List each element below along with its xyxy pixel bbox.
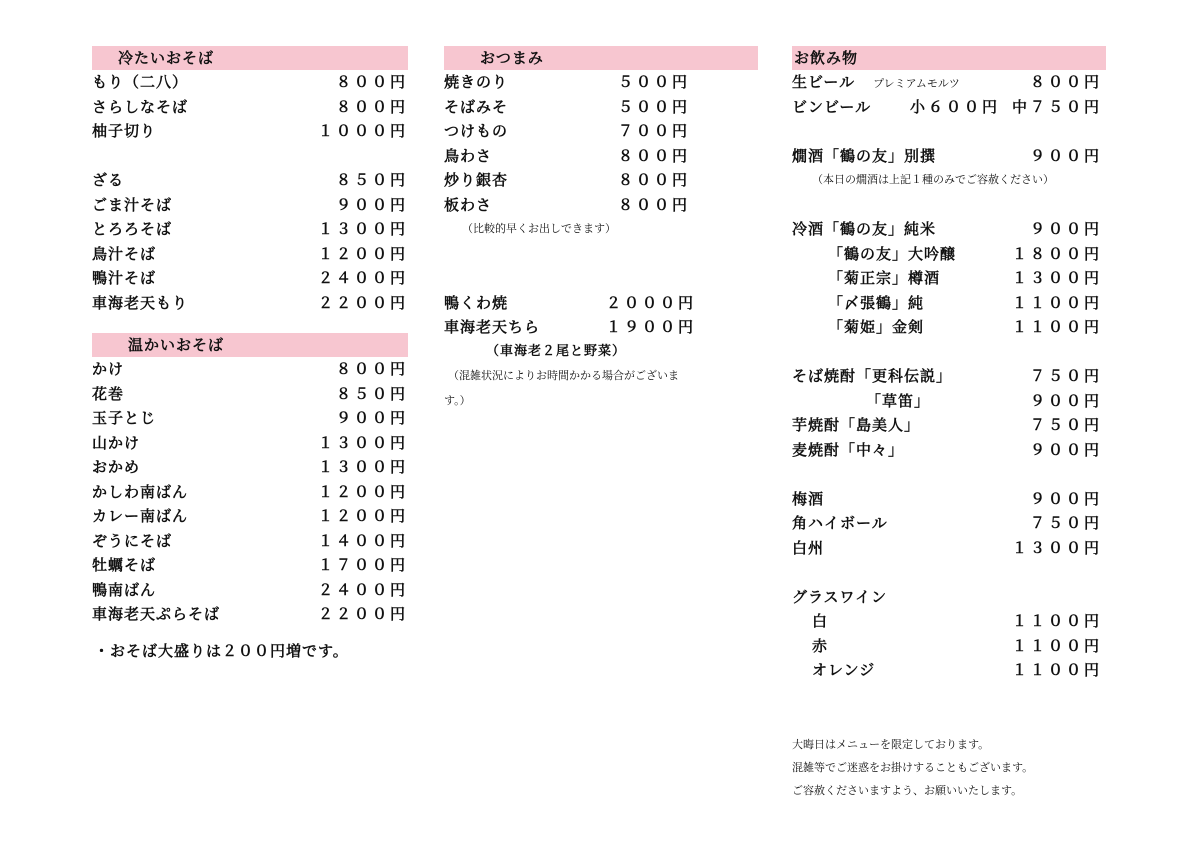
menu-item xyxy=(792,291,1102,316)
wait-note-line2: す。） xyxy=(444,393,471,407)
item-name: 芋焼酎「島美人」 xyxy=(792,416,921,434)
item-price: １１００円 xyxy=(1011,636,1102,655)
menu-item xyxy=(92,119,408,144)
menu-item xyxy=(444,193,690,218)
menu-item xyxy=(444,119,690,144)
column-drinks xyxy=(792,46,1106,802)
item-price: ２４００円 xyxy=(317,269,408,287)
item-price: １１００円 xyxy=(1011,612,1102,630)
menu-item xyxy=(792,536,1102,561)
item-price: １２００円 xyxy=(317,507,408,525)
item-name: ざる xyxy=(92,171,125,189)
cold-items-a xyxy=(92,70,408,144)
item-price: １０００円 xyxy=(317,122,408,140)
item-price: １９００円 xyxy=(605,318,696,336)
hot-items xyxy=(92,357,408,627)
footer-line: ご容赦くださいますよう、お願いいたします。 xyxy=(792,783,1023,797)
item-name: 「〆張鶴」純 xyxy=(828,293,925,312)
item-price: １３００円 xyxy=(1011,269,1102,287)
menu-item xyxy=(92,242,408,267)
item-price: ８００円 xyxy=(1029,73,1102,91)
item-name: ごま汁そば xyxy=(92,195,173,214)
item-name: 板わさ xyxy=(444,195,493,214)
menu-item xyxy=(444,168,690,193)
menu-item xyxy=(792,609,1102,634)
menu-item-kan xyxy=(792,144,1102,169)
kan-note: （本日の燗酒は上記１種のみでご容赦ください） xyxy=(812,173,1054,186)
item-name: 鴨汁そば xyxy=(92,269,157,287)
item-price: １３００円 xyxy=(317,458,408,476)
item-name: 焼きのり xyxy=(444,73,509,91)
item-price: ２２００円 xyxy=(317,605,408,623)
item-name: 車海老天もり xyxy=(92,293,189,312)
item-subname: プレミアムモルツ xyxy=(873,77,960,90)
menu-item xyxy=(444,315,696,340)
item-name: かけ xyxy=(92,360,125,378)
item-name: 鳥汁そば xyxy=(92,244,157,263)
item-name: ぞうにそば xyxy=(92,531,173,550)
menu-item xyxy=(792,413,1102,438)
item-name: そばみそ xyxy=(444,97,509,116)
item-name: 「菊姫」金剣 xyxy=(828,318,925,336)
column-snacks xyxy=(444,46,758,413)
item-name: 冷酒「鶴の友」純米 xyxy=(792,220,937,238)
menu-item xyxy=(444,95,690,120)
menu-item xyxy=(792,389,1102,414)
item-price: ８００円 xyxy=(617,195,690,214)
item-name: 玉子とじ xyxy=(92,409,157,427)
item-name: 炒り銀杏 xyxy=(444,171,509,189)
menu-item xyxy=(792,438,1102,463)
item-price: ８００円 xyxy=(335,97,408,116)
menu-item xyxy=(92,382,408,407)
item-price: ７５０円 xyxy=(1029,416,1102,434)
item-price: ９００円 xyxy=(1029,391,1102,410)
menu-item xyxy=(444,144,690,169)
item-price: １３００円 xyxy=(317,220,408,238)
item-price: １２００円 xyxy=(317,244,408,263)
item-price: １８００円 xyxy=(1011,244,1102,263)
item-price: １３００円 xyxy=(317,433,408,452)
section-header-hot-soba: 温かいおそば xyxy=(92,333,408,357)
menu-item xyxy=(92,431,408,456)
menu-item xyxy=(92,529,408,554)
item-price: １３００円 xyxy=(1011,538,1102,557)
item-name: 車海老天ちら xyxy=(444,318,541,336)
item-price: ８５０円 xyxy=(335,171,408,189)
menu-item xyxy=(92,266,408,291)
item-price: １１００円 xyxy=(1011,293,1102,312)
wine-title: グラスワイン xyxy=(792,587,888,606)
item-name: カレー南ばん xyxy=(92,507,189,525)
item-price: １７００円 xyxy=(317,556,408,574)
item-name: オレンジ xyxy=(812,661,876,679)
menu-item xyxy=(444,291,696,316)
menu-item xyxy=(92,70,408,95)
snack-items-2 xyxy=(444,291,696,340)
item-price: ２４００円 xyxy=(317,580,408,599)
item-name: 柚子切り xyxy=(92,122,157,140)
item-name: 鴨くわ焼 xyxy=(444,293,509,312)
item-price: ８００円 xyxy=(335,73,408,91)
item-price: ９００円 xyxy=(1029,440,1102,459)
item-price-small: 小６００円 xyxy=(910,97,1001,116)
item-name: おかめ xyxy=(92,458,141,476)
footer-notice xyxy=(792,733,1106,802)
item-price: ７５０円 xyxy=(1029,367,1102,385)
menu-item xyxy=(792,242,1102,267)
item-price: ８５０円 xyxy=(335,384,408,403)
item-name: 燗酒「鶴の友」別撰 xyxy=(792,146,937,165)
footer-line: 大晦日はメニューを限定しております。 xyxy=(792,737,990,751)
item-name: 「鶴の友」大吟醸 xyxy=(828,244,957,263)
item-price: １４００円 xyxy=(317,531,408,550)
item-name: 車海老天ぷらそば xyxy=(92,605,221,623)
menu-item xyxy=(792,315,1102,340)
item-name: もり（二八） xyxy=(92,73,189,91)
quick-serve-note: （比較的早くお出しできます） xyxy=(462,222,616,235)
menu-item xyxy=(92,291,408,316)
item-price: ９００円 xyxy=(1029,146,1102,165)
menu-item xyxy=(792,511,1102,536)
item-name: 鴨南ばん xyxy=(92,580,157,599)
item-price: ９００円 xyxy=(1029,489,1102,508)
menu-item xyxy=(792,487,1102,512)
menu-item xyxy=(792,658,1102,683)
item-name: 白 xyxy=(812,612,829,630)
menu-item xyxy=(92,578,408,603)
item-name: そば焼酎「更科伝説」 xyxy=(792,367,953,385)
menu-item-beer xyxy=(792,70,1102,95)
shrimp-note: （車海老２尾と野菜） xyxy=(486,343,627,359)
item-name: 「菊正宗」樽酒 xyxy=(828,269,941,287)
menu-item xyxy=(92,95,408,120)
column-soba xyxy=(92,46,408,663)
menu-item xyxy=(792,634,1102,659)
menu-item xyxy=(92,193,408,218)
menu-item xyxy=(92,455,408,480)
item-price-medium: 中７５０円 xyxy=(1011,97,1102,116)
item-name: つけもの xyxy=(444,122,509,140)
menu-item xyxy=(92,168,408,193)
item-price: ９００円 xyxy=(335,195,408,214)
spacer xyxy=(92,144,408,169)
menu-item xyxy=(792,364,1102,389)
item-name: 角ハイボール xyxy=(792,514,888,532)
item-name: 花巻 xyxy=(92,384,125,403)
item-price: ５００円 xyxy=(617,97,690,116)
menu-item xyxy=(92,406,408,431)
menu-item xyxy=(444,70,690,95)
snack-items xyxy=(444,70,690,217)
item-name: 白州 xyxy=(792,538,825,557)
item-price: ８００円 xyxy=(617,171,690,189)
menu-item xyxy=(92,553,408,578)
item-price: ７００円 xyxy=(617,122,690,140)
item-name: 鳥わさ xyxy=(444,146,493,165)
item-name: ビンビール xyxy=(792,97,872,116)
section-header-snacks: おつまみ xyxy=(444,46,758,70)
item-price: ２０００円 xyxy=(605,293,696,312)
item-price: ５００円 xyxy=(617,73,690,91)
item-price: ２２００円 xyxy=(317,293,408,312)
menu-item xyxy=(92,602,408,627)
section-header-cold-soba: 冷たいおそば xyxy=(92,46,408,70)
item-name: 生ビール プレミアムモルツ xyxy=(792,73,960,91)
item-name: かしわ南ばん xyxy=(92,482,189,501)
menu-item-bottle-beer xyxy=(792,95,1102,120)
item-name: 牡蠣そば xyxy=(92,556,157,574)
item-name: とろろそば xyxy=(92,220,173,238)
item-name: 赤 xyxy=(812,636,829,655)
menu-item xyxy=(792,266,1102,291)
menu-item xyxy=(92,357,408,382)
item-name: 麦焼酎「中々」 xyxy=(792,440,905,459)
menu-item xyxy=(92,480,408,505)
item-name: 梅酒 xyxy=(792,489,825,508)
wait-note-line1: （混雑状況によりお時間かかる場合がございま xyxy=(448,369,679,382)
item-name: 「草笛」 xyxy=(866,391,931,410)
item-price: １１００円 xyxy=(1011,661,1102,679)
item-price: １１００円 xyxy=(1011,318,1102,336)
large-portion-note: ・おそば大盛りは２００円増です。 xyxy=(94,641,349,660)
cold-items-b xyxy=(92,168,408,315)
footer-line: 混雑等でご迷惑をお掛けすることもございます。 xyxy=(792,760,1034,774)
menu-item xyxy=(92,217,408,242)
item-price: ８００円 xyxy=(335,360,408,378)
item-price: ７５０円 xyxy=(1029,514,1102,532)
item-price: ９００円 xyxy=(335,409,408,427)
menu-item xyxy=(92,504,408,529)
section-header-drinks: お飲み物 xyxy=(792,46,1106,70)
item-price: １２００円 xyxy=(317,482,408,501)
item-name: 山かけ xyxy=(92,433,141,452)
item-name: さらしなそば xyxy=(92,97,189,116)
menu-item xyxy=(792,217,1102,242)
item-price: ９００円 xyxy=(1029,220,1102,238)
item-price: ８００円 xyxy=(617,146,690,165)
